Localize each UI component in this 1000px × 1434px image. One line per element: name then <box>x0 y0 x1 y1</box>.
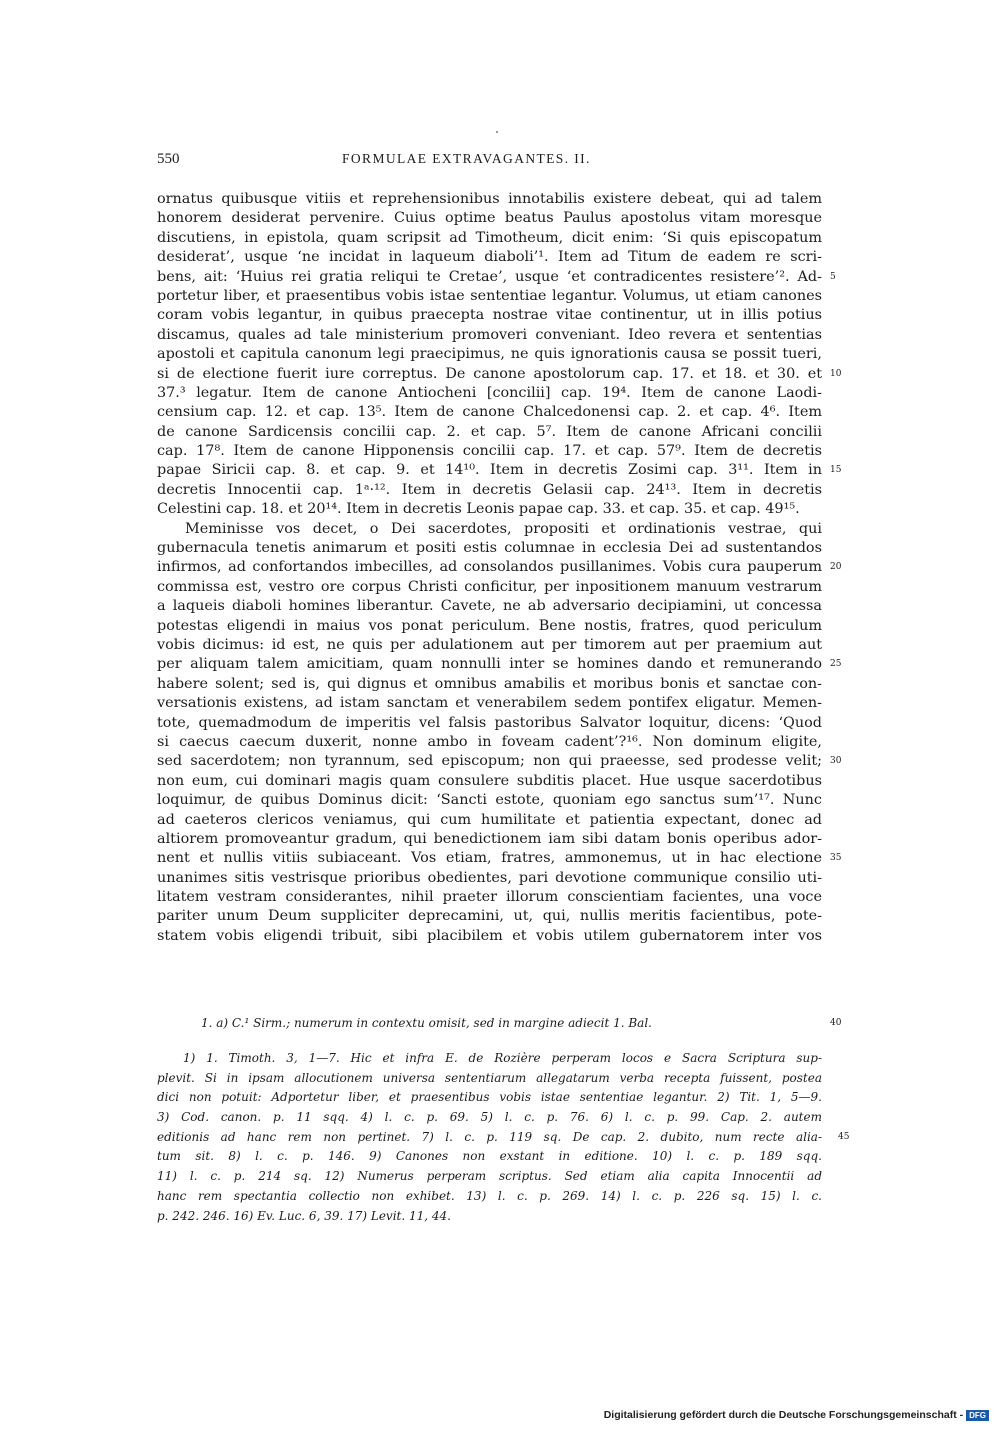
text-line <box>157 636 822 655</box>
text-line-content: cap. 17⁸. Item de canone Hipponensis concilii cap. 17. et cap. 57⁹. Item de decretis <box>157 443 822 460</box>
text-line <box>157 655 842 674</box>
dfg-logo-icon <box>966 1410 989 1421</box>
line-number: 30 <box>830 756 842 767</box>
text-line <box>157 772 822 791</box>
footnote-line-content: tum sit. 8) l. c. p. 146. 9) Canones non exstant in editione. 10) l. c. p. 189 sqq. <box>157 1149 822 1164</box>
text-line-content: infirmos, ad confortandos imbecilles, ad consolandos pusillanimes. Vobis cura pauperum <box>157 559 822 576</box>
text-line <box>157 268 836 287</box>
text-line <box>157 287 822 306</box>
footnote-line-content: p. 242. 246. 16) Ev. Luc. 6, 39. 17) Levit. 11, 44. <box>157 1208 451 1223</box>
line-number: 40 <box>830 1018 842 1028</box>
footnote-line-content: 3) Cod. canon. p. 11 sqq. 4) l. c. p. 69. 5) l. c. p. 76. 6) l. c. p. 99. Cap. 2. autem <box>157 1110 822 1125</box>
text-line <box>157 752 842 771</box>
line-number: 10 <box>830 368 842 379</box>
text-line-content: ad caeteros clericos veniamus, qui cum humilitate et patientia expectant, donec ad <box>157 811 822 828</box>
text-line-content: decretis Innocentii cap. 1ᵃ·¹². Item in decretis Gelasii cap. 24¹³. Item in decretis <box>157 481 822 498</box>
text-line-content: portetur liber, et praesentibus vobis istae sententiae legantur. Volumus, ut etiam canones <box>157 287 822 304</box>
text-line <box>157 229 822 248</box>
text-line <box>157 306 822 325</box>
text-line-content: Meminisse vos decet, o Dei sacerdotes, propositi et ordinationis vestrae, qui <box>185 520 822 537</box>
text-line-content: si de electione fuerit iure correptus. De canone apostolorum cap. 17. et 18. et 30. et <box>157 365 822 382</box>
footnote-line <box>157 1049 822 1069</box>
text-line-content: papae Siricii cap. 8. et cap. 9. et 14¹⁰. Item in decretis Zosimi cap. 3¹¹. Item in <box>157 462 822 479</box>
apparatus-note: 1. a) C.¹ Sirm.; numerum in contextu omisit, sed in margine adiecit 1. Bal. <box>201 1016 652 1030</box>
text-line <box>157 830 822 849</box>
text-line-content: coram vobis legantur, in quibus praecepta nostrae vitae continentur, ut in illis potius <box>157 307 822 324</box>
text-line-content: potestas eligendi in maius vos ponat periculum. Bene nostis, fratres, quod periculum <box>157 617 822 634</box>
text-line <box>157 326 822 345</box>
line-number: 20 <box>830 562 842 573</box>
text-line <box>157 403 822 422</box>
line-number: 35 <box>830 853 842 864</box>
text-line-content: censium cap. 12. et cap. 13⁵. Item de canone Chalcedonensi cap. 2. et cap. 4⁶. Item <box>157 404 822 421</box>
text-line <box>157 423 822 442</box>
text-line <box>157 617 822 636</box>
text-line-content: Celestini cap. 18. et 20¹⁴. Item in decretis Leonis papae cap. 33. et cap. 35. et cap. 49¹⁵. <box>157 501 800 518</box>
text-line-content: unanimes sitis vestrisque prioribus obedientes, pari devotione communique consilio uti- <box>157 869 822 886</box>
footnote-line-content: dici non potuit: Adportetur liber, et praesentibus vobis istae sententiae legantur. 2) Tit. 1, 5—9. <box>157 1090 822 1105</box>
text-line <box>157 190 822 209</box>
text-line-content: apostoli et capitula canonum legi praecipimus, ne quis ignorationis causa se possit tueri, <box>157 346 822 363</box>
text-line <box>157 365 842 384</box>
text-line <box>157 209 822 228</box>
text-line <box>157 694 822 713</box>
footnote-line <box>157 1187 822 1207</box>
dfg-logo-text: DFG <box>966 1410 989 1421</box>
text-line-content: altiorem promoveantur gradum, qui benedictionem iam sibi datam bonis operibus ador- <box>157 830 822 847</box>
text-line-content: 37.³ legatur. Item de canone Antiocheni [concilii] cap. 19⁴. Item de canone Laodi- <box>157 384 822 401</box>
text-line-content: gubernacula tenetis animarum et positi estis columnae in ecclesia Dei ad sustentandos <box>157 540 822 557</box>
text-line-content: per aliquam talem amicitiam, quam nonnulli inter se homines dando et remunerando <box>157 656 822 673</box>
text-line <box>157 849 842 868</box>
running-title: FORMULAE EXTRAVAGANTES. II. <box>342 151 591 166</box>
text-line <box>157 597 822 616</box>
text-line-content: litatem vestram considerantes, nihil praeter illorum conscientiam facientes, una voce <box>157 889 822 906</box>
digitization-credit <box>604 1406 989 1424</box>
text-line <box>157 481 822 500</box>
footnote-line <box>157 1069 822 1089</box>
text-line-content: statem vobis eligendi tribuit, sibi placibilem et vobis utilem gubernatorem inter vos <box>157 927 822 944</box>
text-line-content: sed sacerdotem; non tyrannum, sed episcopum; non qui praeesse, sed prodesse velit; <box>157 753 822 770</box>
footnote-line <box>157 1207 822 1227</box>
text-line-content: non eum, cui dominari magis quam consulere subditis placet. Hue usque sacerdotibus <box>157 772 822 789</box>
footnote-line <box>157 1108 822 1128</box>
text-line <box>157 461 842 480</box>
text-line <box>157 500 822 519</box>
text-line <box>157 520 822 539</box>
text-line <box>157 345 822 364</box>
text-line <box>157 558 842 577</box>
text-line <box>157 248 822 267</box>
text-line-content: desiderat’, usque ‘ne incidat in laqueum diaboli’¹. Item ad Titum de eadem re scri- <box>157 249 822 266</box>
text-line-content: nent et nullis vitiis subiaceant. Vos etiam, fratres, ammonemus, ut in hac electione <box>157 850 822 867</box>
line-number: 45 <box>838 1131 850 1142</box>
main-text <box>157 190 842 946</box>
text-line-content: loquimur, de quibus Dominus dicit: ‘Sancti estote, quoniam ego sanctus sum’¹⁷. Nunc <box>157 792 822 809</box>
text-line-content: si caecus caecum duxerit, nonne ambo in foveam cadent’?¹⁶. Non dominum eligite, <box>157 733 822 750</box>
footnotes <box>157 1049 850 1226</box>
footnote-line-content: plevit. Si in ipsam allocutionem universa sententiarum allegatarum verba recepta fuissent, postea <box>157 1070 822 1085</box>
text-line <box>157 539 822 558</box>
line-number: 5 <box>830 271 836 282</box>
text-line-content: a laqueis diaboli homines liberantur. Cavete, ne ab adversario decipiamini, ut concessa <box>157 598 822 615</box>
footnote-line <box>157 1147 822 1167</box>
text-line <box>157 811 822 830</box>
credit-text: Digitalisierung gefördert durch die Deutsche Forschungsgemeinschaft - <box>603 1409 964 1421</box>
footnote-line-content: hanc rem spectantia collectio non exhibet. 13) l. c. p. 269. 14) l. c. p. 226 sq. 15) l. c. <box>157 1188 822 1203</box>
text-line <box>157 869 822 888</box>
text-line <box>157 791 822 810</box>
text-line-content: commissa est, vestro ore corpus Christi conficitur, per inpositionem manuum vestrarum <box>157 578 822 595</box>
text-line <box>157 384 822 403</box>
critical-apparatus <box>157 1016 842 1036</box>
text-line-content: bens, ait: ‘Huius rei gratia reliqui te Cretae’, usque ‘et contradicentes resistere’². Ad- <box>157 268 822 285</box>
text-line <box>157 888 822 907</box>
text-line <box>157 442 822 461</box>
line-number: 15 <box>830 465 842 476</box>
text-line-content: habere solent; sed is, qui dignus et omnibus amabilis et moribus bonis et sanctae con- <box>157 675 822 692</box>
text-line <box>157 578 822 597</box>
page-number: 550 <box>157 151 180 167</box>
text-line <box>157 927 822 946</box>
text-line-content: honorem desiderat pervenire. Cuius optime beatus Paulus apostolus vitam moresque <box>157 210 822 227</box>
text-line <box>157 907 822 926</box>
text-line-content: ornatus quibusque vitiis et reprehensionibus innotabilis existere debeat, qui ad talem <box>157 191 822 207</box>
line-number: 25 <box>830 659 842 670</box>
text-line <box>157 714 822 733</box>
footnote-line <box>157 1167 822 1187</box>
text-line-content: de canone Sardicensis concilii cap. 2. et cap. 5⁷. Item de canone Africani concilii <box>157 423 822 440</box>
text-line <box>157 733 822 752</box>
page-dot <box>496 131 498 133</box>
footnote-line-content: editionis ad hanc rem non pertinet. 7) l. c. p. 119 sq. De cap. 2. dubito, num recte alia- <box>157 1129 822 1144</box>
text-line <box>157 675 822 694</box>
text-line-content: pariter unum Deum suppliciter deprecamini, ut, qui, nullis meritis facientibus, pote- <box>157 908 822 925</box>
text-line-content: discamus, quales ad tale ministerium promoveri conveniant. Ideo revera et sententias <box>157 326 822 343</box>
text-line-content: vobis dicimus: id est, ne quis per adulationem aut per timorem aut per praemium aut <box>157 636 822 653</box>
footnote-line <box>157 1128 850 1148</box>
footnote-line-content: 11) l. c. p. 214 sq. 12) Numerus perperam scriptus. Sed etiam alia capita Innocentii ad <box>157 1169 822 1184</box>
text-line-content: discutiens, in epistola, quam scripsit ad Timotheum, dicit enim: ‘Si quis episcopatum <box>157 229 822 246</box>
footnote-line <box>157 1088 822 1108</box>
text-line-content: versationis existens, ad istam sanctam et venerabilem sedem pontifex eligatur. Memen- <box>157 695 822 712</box>
text-line-content: tote, quemadmodum de imperitis vel falsis pastoribus Salvator loquitur, dicens: ‘Quod <box>157 714 822 731</box>
page-header <box>157 151 822 173</box>
footnote-line-content: 1) 1. Timoth. 3, 1—7. Hic et infra E. de Rozière perperam locos e Sacra Scriptura sup- <box>183 1051 822 1065</box>
